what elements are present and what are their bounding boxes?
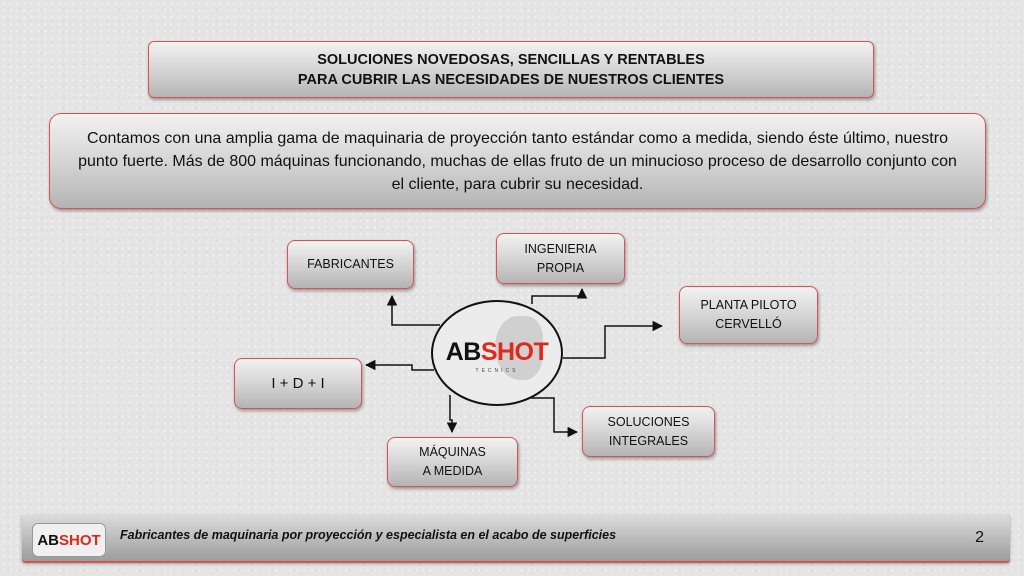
connector-idi xyxy=(366,365,434,370)
node-maquinas-a-medida xyxy=(387,437,518,487)
footer-bar xyxy=(22,515,1010,563)
center-logo xyxy=(431,300,563,406)
node-idi-label: I + D + I xyxy=(271,375,325,392)
title-line-2: PARA CUBRIR LAS NECESIDADES DE NUESTROS CLIENTES xyxy=(297,71,725,88)
logo-subtitle: TECNICS xyxy=(475,368,519,374)
connector-fabricantes xyxy=(392,296,440,325)
connector-soluciones xyxy=(531,398,577,432)
node-planta-line-1: PLANTA PILOTO xyxy=(700,298,797,312)
connector-maquinas xyxy=(450,395,452,432)
node-soluciones-line-2: INTEGRALES xyxy=(608,433,689,448)
node-planta-piloto xyxy=(679,286,818,344)
node-ingenieria-propia xyxy=(496,233,625,284)
node-ingenieria-line-2: PROPIA xyxy=(536,260,585,275)
connector-planta xyxy=(563,326,662,358)
footer-logo: AB SHOT xyxy=(32,523,106,557)
abshot-logo: ABSHOT xyxy=(445,338,549,366)
description-text: Contamos con una amplia gama de maquinaria de proyección tanto estándar como a medida, siendo éste último, nuestro punto fuerte. Más de 800 máquinas funcionando, muchas de ellas fruto de un minucioso proceso de desarrollo conjunto con el cliente, para cubrir su necesidad. xyxy=(78,129,957,193)
node-maquinas-line-1: MÁQUINAS xyxy=(419,445,486,459)
node-soluciones-line-1: SOLUCIONES xyxy=(607,414,690,429)
node-fabricantes xyxy=(287,240,414,289)
connector-ingenieria xyxy=(532,289,582,304)
node-soluciones-integrales xyxy=(582,406,715,457)
node-maquinas-line-2: A MEDIDA xyxy=(422,464,483,478)
node-idi xyxy=(234,358,362,409)
page-number: 2 xyxy=(975,529,984,546)
node-fabricantes-label: FABRICANTES xyxy=(307,257,394,271)
node-planta-line-2: CERVELLÓ xyxy=(715,317,782,331)
footer-tagline: Fabricantes de maquinaria por proyección y especialista en el acabo de superficies xyxy=(120,528,617,542)
node-ingenieria-line-1: INGENIERIA xyxy=(524,241,597,256)
title-line-1: SOLUCIONES NOVEDOSAS, SENCILLAS Y RENTABLES xyxy=(317,51,705,68)
